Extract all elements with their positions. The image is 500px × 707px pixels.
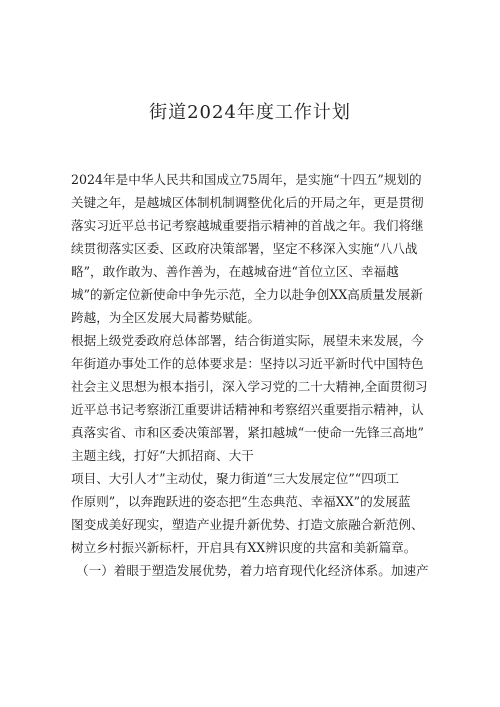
- paragraph-1: [71, 168, 446, 329]
- paragraph-line: 年街道办事处工作的总体要求是：坚持以习近平新时代中国特色: [71, 356, 424, 371]
- paragraph-line: 树立乡村振兴新标杆，开启具有XX辨识度的共富和美新篇章。: [71, 540, 417, 555]
- paragraph-line: 真落实省、市和区委决策部署，紧扣越城“一使命一先锋三高地”: [71, 425, 424, 440]
- section-heading-1: [76, 559, 451, 582]
- paragraph-line: 项目、大引人才”主动仗，聚力街道“三大发展定位”“四项工: [71, 471, 400, 486]
- paragraph-2: [71, 329, 446, 467]
- paragraph-line: 主题主线，打好“大抓招商、大干: [71, 448, 254, 463]
- paragraph-line: 近平总书记考察浙江重要讲话精神和考察绍兴重要指示精神，认: [71, 402, 424, 417]
- paragraph-line: 作原则”，以奔跑跃进的姿态把“生态典范、幸福XX”的发展蓝: [71, 494, 411, 509]
- paragraph-line: 落实习近平总书记考察越城重要指示精神的首战之年。我们将继: [71, 218, 424, 233]
- paragraph-line: 略”，敢作敢为、善作善为，在越城奋进“首位立区、幸福越: [71, 264, 399, 279]
- paragraph-3: [71, 467, 446, 559]
- paragraph-line: 续贯彻落实区委、区政府决策部署，坚定不移深入实施“八八战: [71, 241, 418, 256]
- paragraph-line: （一）着眼于塑造发展优势，着力培育现代化经济体系。加速产: [76, 563, 429, 578]
- paragraph-line: 跨越，为全区发展大局蓄势赋能。: [71, 310, 260, 325]
- paragraph-line: 社会主义思想为根本指引，深入学习党的二十大精神,全面贯彻习: [71, 379, 428, 394]
- paragraph-line: 根据上级党委政府总体部署，结合街道实际，展望未来发展，今: [71, 333, 424, 348]
- paragraph-line: 城”的新定位新使命中争先示范，全力以赴争创XX高质量发展新: [71, 287, 423, 302]
- paragraph-line: 图变成美好现实，塑造产业提升新优势、打造文旅融合新范例、: [71, 517, 424, 532]
- document-title: 街道2024年度工作计划: [149, 102, 351, 123]
- paragraph-line: 2024年是中华人民共和国成立75周年，是实施“十四五”规划的: [71, 172, 422, 187]
- paragraph-line: 关键之年，是越城区体制机制调整优化后的开局之年，更是贯彻: [71, 195, 424, 210]
